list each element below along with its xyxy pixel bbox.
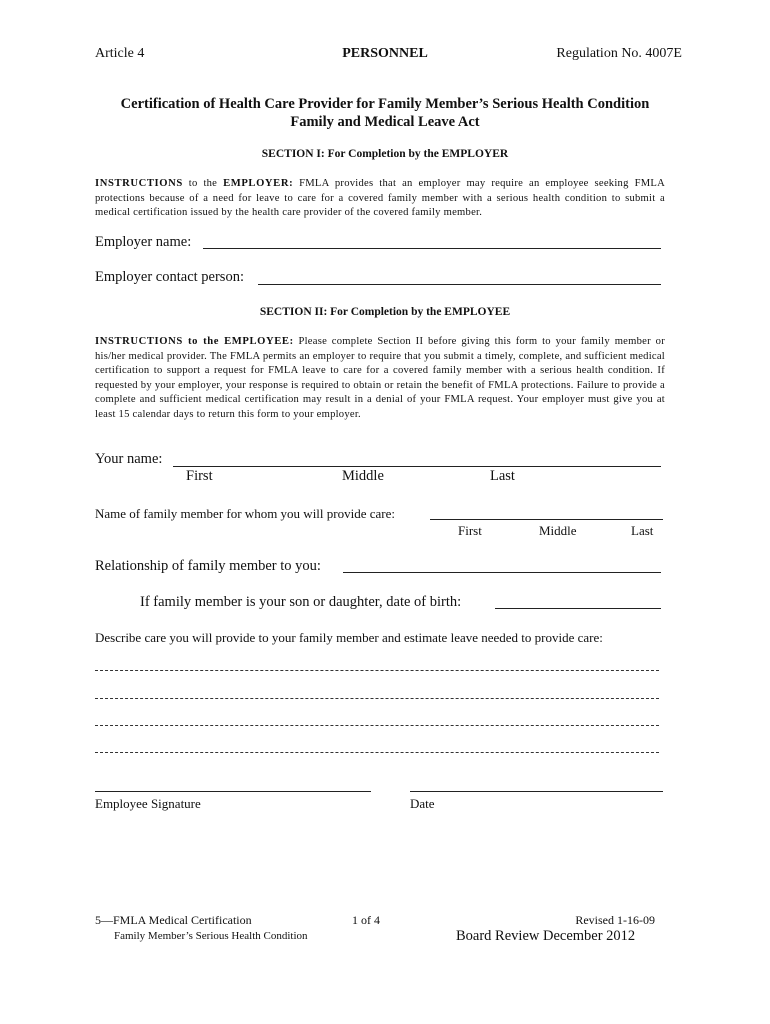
footer-board-review: Board Review December 2012 xyxy=(456,928,636,944)
employee-signature-field[interactable] xyxy=(95,791,371,792)
relationship-field[interactable] xyxy=(343,572,661,573)
your-name-last-caption: Last xyxy=(490,468,515,484)
family-member-name-label: Name of family member for whom you will provide care: xyxy=(95,506,395,521)
section1-heading: SECTION I: For Completion by the EMPLOYER xyxy=(261,148,509,160)
section1-instructions-lead: INSTRUCTIONS xyxy=(95,178,183,189)
footer-revised-date: Revised 1-16-09 xyxy=(575,913,655,927)
date-of-birth-label: If family member is your son or daughter, date of birth: xyxy=(140,594,462,610)
family-member-name-field[interactable] xyxy=(430,519,663,520)
section1-instructions-employer: EMPLOYER: xyxy=(223,178,294,189)
describe-care-line-2[interactable] xyxy=(95,698,659,699)
footer-document-name: 5—FMLA Medical Certification xyxy=(95,913,252,927)
section2-instructions xyxy=(95,335,665,423)
your-name-label: Your name: xyxy=(95,451,163,467)
footer-page-number: 1 of 4 xyxy=(352,913,380,927)
signature-date-label: Date xyxy=(410,796,435,811)
describe-care-line-1[interactable] xyxy=(95,670,659,671)
employer-contact-label: Employer contact person: xyxy=(95,269,244,285)
employee-signature-label: Employee Signature xyxy=(95,796,201,811)
form-subtitle: Family and Medical Leave Act xyxy=(290,114,480,130)
employer-name-label: Employer name: xyxy=(95,234,192,250)
family-member-first-caption: First xyxy=(458,523,482,538)
describe-care-label: Describe care you will provide to your family member and estimate leave needed to provide care: xyxy=(95,630,603,645)
section2-instructions-lead: INSTRUCTIONS to the EMPLOYEE: xyxy=(95,336,294,347)
your-name-first-caption: First xyxy=(186,468,213,484)
section1-instructions-to: to the xyxy=(182,178,224,189)
describe-care-line-3[interactable] xyxy=(95,725,659,726)
section1-instructions xyxy=(95,177,665,221)
employer-contact-field[interactable] xyxy=(258,284,661,285)
describe-care-line-4[interactable] xyxy=(95,752,659,753)
date-of-birth-field[interactable] xyxy=(495,608,661,609)
footer-document-subname: Family Member’s Serious Health Condition xyxy=(114,930,308,942)
family-member-middle-caption: Middle xyxy=(539,523,577,538)
section2-heading: SECTION II: For Completion by the EMPLOYEE xyxy=(259,306,511,318)
header-article: Article 4 xyxy=(95,46,145,61)
signature-date-field[interactable] xyxy=(410,791,663,792)
header-personnel: PERSONNEL xyxy=(342,46,428,61)
header-regulation-number: Regulation No. 4007E xyxy=(556,46,682,61)
your-name-middle-caption: Middle xyxy=(342,468,384,484)
section1-instructions-body: FMLA provides that an employer may require an employee seeking FMLA protections because of a need for leave to care for a covered family member with a serious health condition to submit a medical certification issued by the health care provider of the covered family member. xyxy=(95,178,665,219)
family-member-last-caption: Last xyxy=(631,523,654,538)
your-name-field[interactable] xyxy=(173,466,661,467)
employer-name-field[interactable] xyxy=(203,248,661,249)
relationship-label: Relationship of family member to you: xyxy=(95,558,321,574)
section2-instructions-body: Please complete Section II before giving this form to your family member or his/her medical provider. The FMLA permits an employer to require that you submit a timely, complete, and sufficient medical certification to support a request for FMLA leave to care for a covered family member with a serious health condition. If requested by your employer, your response is required to obtain or retain the benefit of FMLA protections. Failure to provide a complete and sufficient medical certification may result in a denial of your FMLA request. Your employer must give you at least 15 calendar days to return this form to your employer. xyxy=(95,336,665,420)
form-title: Certification of Health Care Provider for Family Member’s Serious Health Condition xyxy=(120,96,650,112)
